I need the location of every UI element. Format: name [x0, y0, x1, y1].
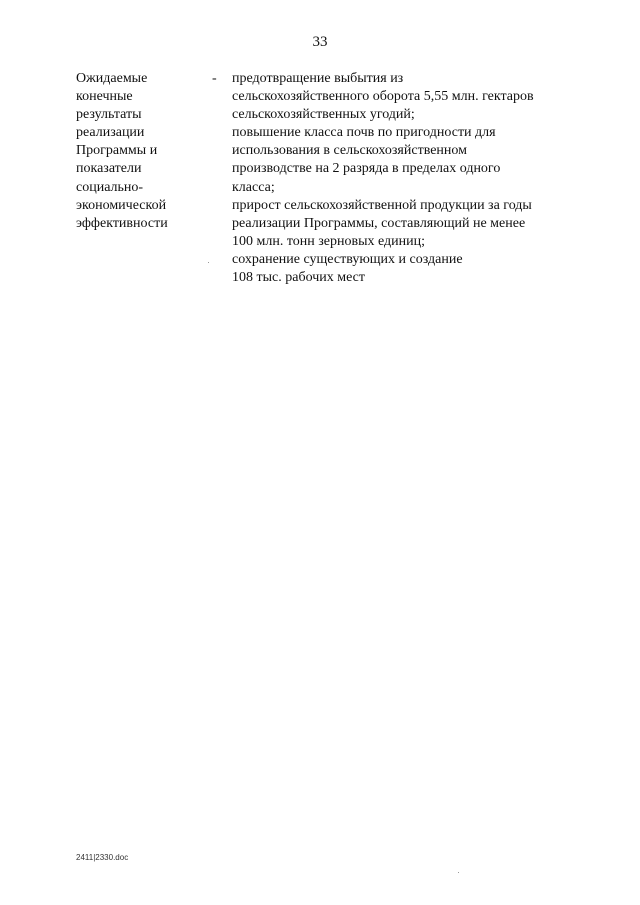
- indicator-value-line: сохранение существующих и создание: [232, 251, 463, 267]
- indicator-value-line: повышение класса почв по пригодности для: [232, 125, 496, 141]
- indicator-value-line: сельскохозяйственного оборота 5,55 млн. гектаров: [232, 89, 534, 105]
- indicator-label-line: Программы и: [76, 143, 158, 159]
- indicator-label-line: конечные: [76, 89, 133, 105]
- indicator-value-line: 100 млн. тонн зерновых единиц;: [232, 233, 426, 249]
- indicator-value-line: сельскохозяйственных угодий;: [232, 107, 415, 123]
- indicator-value-line: прирост сельскохозяйственной продукции за годы: [232, 197, 532, 213]
- page-number: 33: [312, 34, 328, 50]
- indicator-label-line: реализации: [76, 125, 145, 141]
- indicator-label-line: Ожидаемые: [76, 71, 148, 86]
- indicator-value-line: реализации Программы, составляющий не менее: [232, 215, 526, 231]
- indicator-value-line: предотвращение выбытия из: [232, 71, 404, 86]
- scan-speck: [458, 872, 459, 873]
- separator-dash: -: [212, 71, 217, 86]
- indicator-value-line: класса;: [232, 179, 275, 195]
- indicator-value-column: [232, 70, 572, 287]
- indicator-label-line: результаты: [76, 107, 142, 123]
- indicator-label-line: показатели: [76, 161, 142, 177]
- indicator-label-line: экономической: [76, 197, 167, 213]
- indicator-value-line: производстве на 2 разряда в пределах одного: [232, 161, 501, 177]
- indicator-value-line: 108 тыс. рабочих мест: [232, 270, 365, 286]
- indicator-label-line: эффективности: [76, 215, 168, 231]
- indicator-value-line: использования в сельскохозяйственном: [232, 143, 468, 159]
- indicator-label-line: социально-: [76, 179, 144, 195]
- indicator-label-column: [76, 70, 196, 233]
- scan-speck: [208, 262, 209, 263]
- footer-file-name: 2411|2330.doc: [76, 853, 129, 862]
